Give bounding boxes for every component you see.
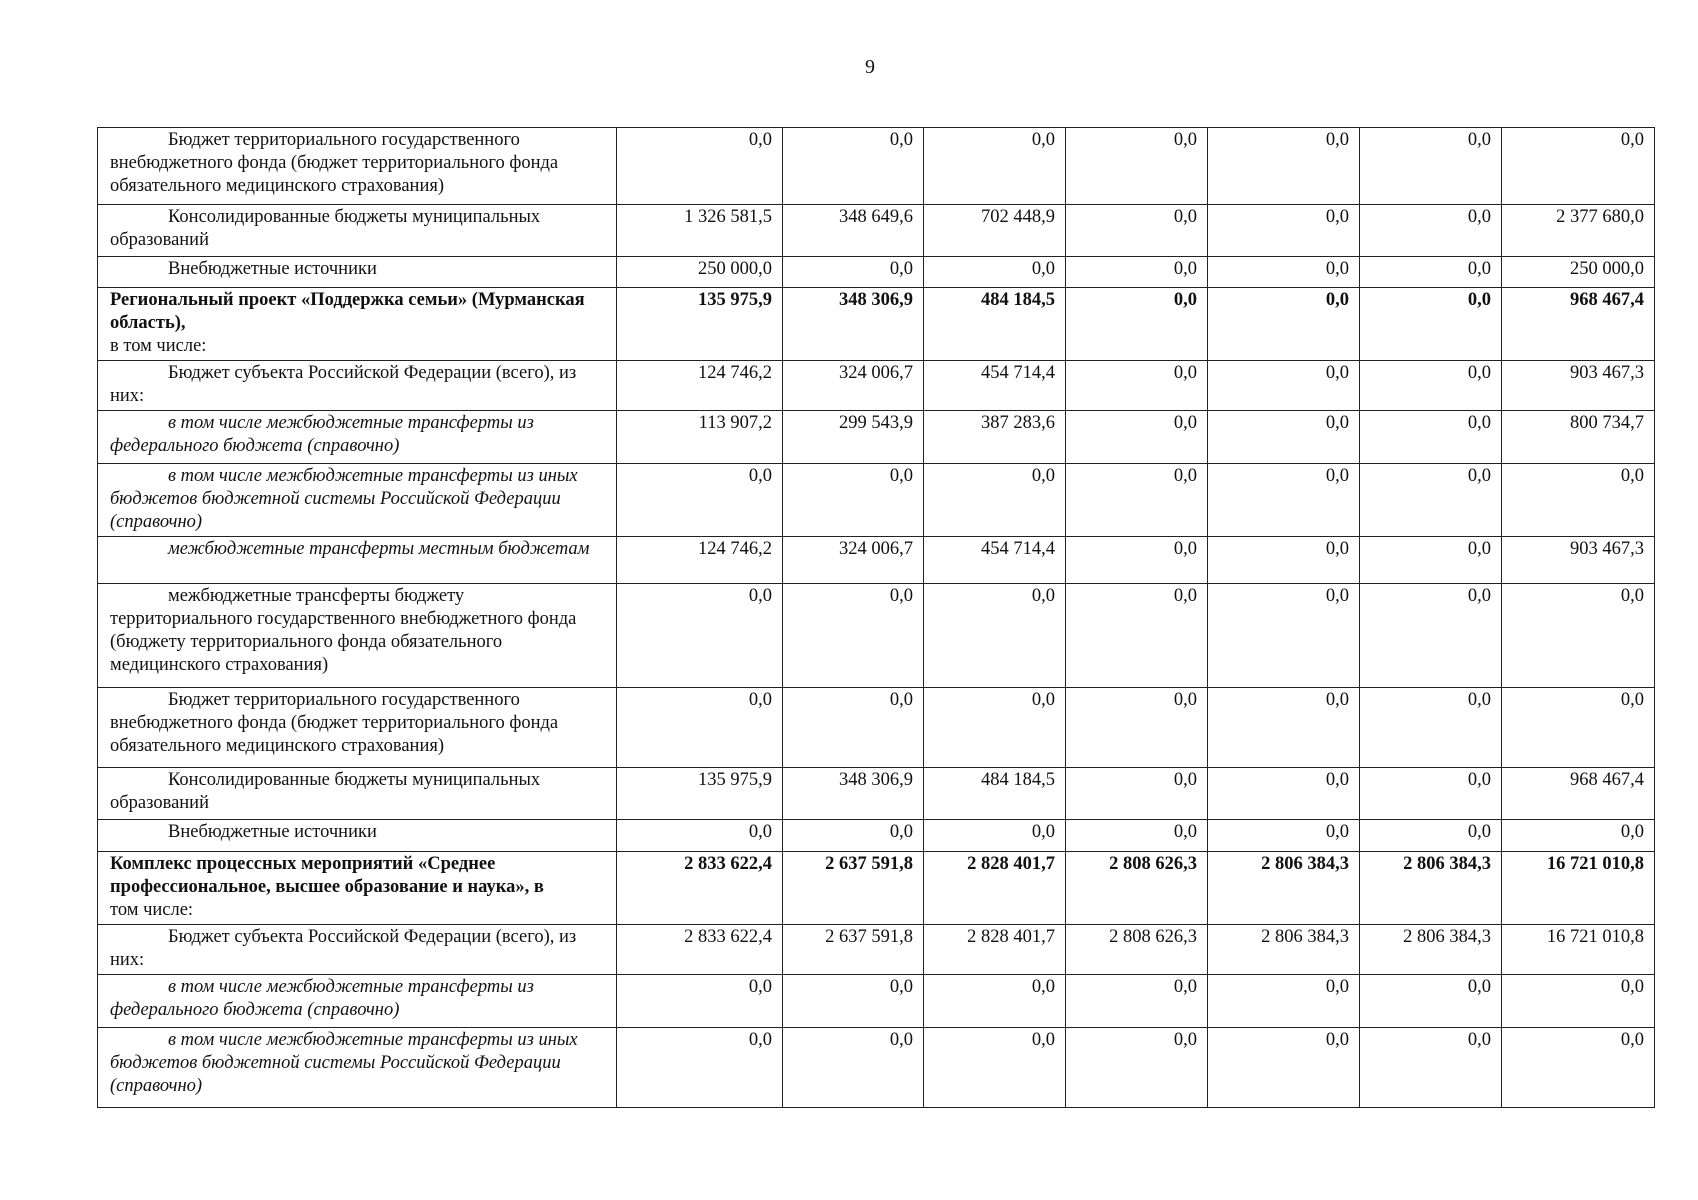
- value-cell: 0,0: [617, 1028, 783, 1108]
- table-row: [98, 205, 1655, 257]
- value-cell: 0,0: [1360, 768, 1502, 820]
- row-label-text: в том числе межбюджетные трансферты из федерального бюджета (справочно): [110, 413, 534, 456]
- value-cell: 0,0: [617, 820, 783, 852]
- table-row: [98, 411, 1655, 464]
- value-cell: 0,0: [1208, 128, 1360, 205]
- row-label: [98, 361, 617, 411]
- table-row: [98, 688, 1655, 768]
- value-cell: 0,0: [1360, 288, 1502, 361]
- value-cell: 250 000,0: [617, 257, 783, 288]
- row-label-text: Бюджет территориального государственного внебюджетного фонда (бюджет территориального фонда обязательного медицинского страхования): [110, 690, 559, 756]
- value-cell: 0,0: [1360, 411, 1502, 464]
- value-cell: 0,0: [1066, 257, 1208, 288]
- table-row: [98, 361, 1655, 411]
- value-cell: 0,0: [617, 584, 783, 688]
- row-label-text: Внебюджетные источники: [168, 259, 377, 279]
- row-label: [98, 257, 617, 288]
- table-row: [98, 852, 1655, 925]
- value-cell: 484 184,5: [924, 768, 1066, 820]
- value-cell: 2 828 401,7: [924, 925, 1066, 975]
- value-cell: 0,0: [1066, 975, 1208, 1028]
- value-cell: 387 283,6: [924, 411, 1066, 464]
- value-cell: 0,0: [1208, 464, 1360, 537]
- row-label-title: Региональный проект «Поддержка семьи» (Мурманская область),: [110, 290, 585, 333]
- budget-table: [97, 127, 1655, 1108]
- value-cell: 0,0: [1208, 288, 1360, 361]
- value-cell: 0,0: [1360, 361, 1502, 411]
- value-cell: 0,0: [1066, 361, 1208, 411]
- value-cell: 2 637 591,8: [783, 852, 924, 925]
- table-row: [98, 537, 1655, 584]
- value-cell: 0,0: [617, 688, 783, 768]
- value-cell: 0,0: [1360, 820, 1502, 852]
- value-cell: 2 806 384,3: [1208, 925, 1360, 975]
- value-cell: 2 828 401,7: [924, 852, 1066, 925]
- table-row: [98, 925, 1655, 975]
- row-label: [98, 852, 617, 925]
- value-cell: 0,0: [1502, 1028, 1655, 1108]
- value-cell: 968 467,4: [1502, 768, 1655, 820]
- value-cell: 0,0: [1066, 464, 1208, 537]
- row-label: [98, 537, 617, 584]
- value-cell: 0,0: [1066, 688, 1208, 768]
- row-label-text: Бюджет субъекта Российской Федерации (всего), из них:: [110, 927, 577, 970]
- value-cell: 0,0: [1502, 975, 1655, 1028]
- row-label: [98, 688, 617, 768]
- value-cell: 0,0: [924, 975, 1066, 1028]
- row-label-text: Консолидированные бюджеты муниципальных образований: [110, 207, 541, 250]
- value-cell: 0,0: [924, 688, 1066, 768]
- value-cell: 2 637 591,8: [783, 925, 924, 975]
- value-cell: 250 000,0: [1502, 257, 1655, 288]
- row-label: [98, 820, 617, 852]
- value-cell: 324 006,7: [783, 537, 924, 584]
- value-cell: 113 907,2: [617, 411, 783, 464]
- value-cell: 0,0: [783, 688, 924, 768]
- value-cell: 0,0: [1208, 820, 1360, 852]
- table-body: [98, 128, 1655, 1108]
- table-row: [98, 820, 1655, 852]
- value-cell: 2 808 626,3: [1066, 925, 1208, 975]
- value-cell: 0,0: [1066, 288, 1208, 361]
- value-cell: 454 714,4: [924, 361, 1066, 411]
- value-cell: 124 746,2: [617, 537, 783, 584]
- table-row: [98, 464, 1655, 537]
- value-cell: 0,0: [783, 464, 924, 537]
- value-cell: 348 306,9: [783, 768, 924, 820]
- value-cell: 0,0: [1066, 411, 1208, 464]
- table-row: [98, 288, 1655, 361]
- row-label-text: в том числе межбюджетные трансферты из иных бюджетов бюджетной системы Российской Федерации (справочно): [110, 466, 578, 532]
- value-cell: 0,0: [1066, 768, 1208, 820]
- value-cell: 0,0: [1208, 688, 1360, 768]
- value-cell: 0,0: [783, 257, 924, 288]
- value-cell: 16 721 010,8: [1502, 925, 1655, 975]
- value-cell: 324 006,7: [783, 361, 924, 411]
- value-cell: 348 649,6: [783, 205, 924, 257]
- row-label: [98, 925, 617, 975]
- row-label: [98, 464, 617, 537]
- row-label-tail: том числе:: [110, 900, 194, 920]
- value-cell: 0,0: [1502, 464, 1655, 537]
- row-label: [98, 584, 617, 688]
- value-cell: 0,0: [1208, 257, 1360, 288]
- value-cell: 299 543,9: [783, 411, 924, 464]
- value-cell: 0,0: [924, 464, 1066, 537]
- value-cell: 0,0: [924, 820, 1066, 852]
- value-cell: 0,0: [1360, 205, 1502, 257]
- row-label-tail: в том числе:: [110, 336, 207, 356]
- row-label-text: межбюджетные трансферты бюджету территориального государственного внебюджетного фонда (бюджету территориального фонда обязательного медицинского страхования): [110, 586, 577, 675]
- value-cell: 0,0: [924, 1028, 1066, 1108]
- value-cell: 0,0: [1208, 411, 1360, 464]
- value-cell: 0,0: [924, 584, 1066, 688]
- row-label: [98, 768, 617, 820]
- value-cell: 0,0: [783, 584, 924, 688]
- value-cell: 0,0: [1360, 1028, 1502, 1108]
- value-cell: 903 467,3: [1502, 537, 1655, 584]
- value-cell: 0,0: [617, 975, 783, 1028]
- page-number: 9: [865, 56, 875, 78]
- value-cell: 0,0: [1360, 537, 1502, 584]
- value-cell: 16 721 010,8: [1502, 852, 1655, 925]
- value-cell: 484 184,5: [924, 288, 1066, 361]
- value-cell: 0,0: [1208, 205, 1360, 257]
- table-row: [98, 768, 1655, 820]
- value-cell: 0,0: [1066, 537, 1208, 584]
- row-label: [98, 411, 617, 464]
- value-cell: 0,0: [924, 257, 1066, 288]
- value-cell: 0,0: [1208, 361, 1360, 411]
- row-label-text: в том числе межбюджетные трансферты из иных бюджетов бюджетной системы Российской Федерации (справочно): [110, 1030, 578, 1096]
- table-row: [98, 584, 1655, 688]
- value-cell: 2 833 622,4: [617, 925, 783, 975]
- value-cell: 0,0: [1360, 688, 1502, 768]
- row-label-text: Бюджет субъекта Российской Федерации (всего), из них:: [110, 363, 577, 406]
- value-cell: 0,0: [1066, 205, 1208, 257]
- value-cell: 0,0: [1208, 584, 1360, 688]
- value-cell: 124 746,2: [617, 361, 783, 411]
- value-cell: 2 806 384,3: [1208, 852, 1360, 925]
- value-cell: 0,0: [1066, 1028, 1208, 1108]
- value-cell: 0,0: [1066, 584, 1208, 688]
- value-cell: 1 326 581,5: [617, 205, 783, 257]
- value-cell: 454 714,4: [924, 537, 1066, 584]
- value-cell: 0,0: [924, 128, 1066, 205]
- value-cell: 0,0: [1360, 128, 1502, 205]
- value-cell: 0,0: [1502, 688, 1655, 768]
- value-cell: 0,0: [1066, 128, 1208, 205]
- value-cell: 2 377 680,0: [1502, 205, 1655, 257]
- row-label-text: Консолидированные бюджеты муниципальных образований: [110, 770, 541, 813]
- value-cell: 0,0: [783, 1028, 924, 1108]
- row-label: [98, 205, 617, 257]
- value-cell: 968 467,4: [1502, 288, 1655, 361]
- value-cell: 0,0: [617, 464, 783, 537]
- value-cell: 348 306,9: [783, 288, 924, 361]
- value-cell: 0,0: [617, 128, 783, 205]
- value-cell: 0,0: [1066, 820, 1208, 852]
- value-cell: 0,0: [1208, 1028, 1360, 1108]
- value-cell: 0,0: [1502, 820, 1655, 852]
- value-cell: 0,0: [1208, 768, 1360, 820]
- row-label: [98, 975, 617, 1028]
- value-cell: 0,0: [783, 975, 924, 1028]
- value-cell: 0,0: [1360, 584, 1502, 688]
- row-label: [98, 288, 617, 361]
- table-row: [98, 1028, 1655, 1108]
- value-cell: 800 734,7: [1502, 411, 1655, 464]
- table-row: [98, 975, 1655, 1028]
- row-label-title: Комплекс процессных мероприятий «Среднее профессиональное, высшее образование и наука», в: [110, 854, 544, 897]
- value-cell: 2 833 622,4: [617, 852, 783, 925]
- value-cell: 135 975,9: [617, 288, 783, 361]
- value-cell: 0,0: [1502, 584, 1655, 688]
- table-row: [98, 257, 1655, 288]
- value-cell: 702 448,9: [924, 205, 1066, 257]
- table-row: [98, 128, 1655, 205]
- row-label-text: межбюджетные трансферты местным бюджетам: [168, 539, 590, 559]
- value-cell: 0,0: [1360, 464, 1502, 537]
- value-cell: 0,0: [1208, 537, 1360, 584]
- value-cell: 0,0: [1502, 128, 1655, 205]
- row-label-text: Внебюджетные источники: [168, 822, 377, 842]
- row-label: [98, 128, 617, 205]
- value-cell: 2 806 384,3: [1360, 852, 1502, 925]
- row-label-text: Бюджет территориального государственного внебюджетного фонда (бюджет территориального фонда обязательного медицинского страхования): [110, 130, 559, 196]
- value-cell: 0,0: [1360, 257, 1502, 288]
- value-cell: 135 975,9: [617, 768, 783, 820]
- value-cell: 0,0: [1208, 975, 1360, 1028]
- row-label: [98, 1028, 617, 1108]
- value-cell: 0,0: [783, 128, 924, 205]
- row-label-text: в том числе межбюджетные трансферты из федерального бюджета (справочно): [110, 977, 534, 1020]
- value-cell: 2 806 384,3: [1360, 925, 1502, 975]
- value-cell: 903 467,3: [1502, 361, 1655, 411]
- value-cell: 0,0: [1360, 975, 1502, 1028]
- value-cell: 0,0: [783, 820, 924, 852]
- value-cell: 2 808 626,3: [1066, 852, 1208, 925]
